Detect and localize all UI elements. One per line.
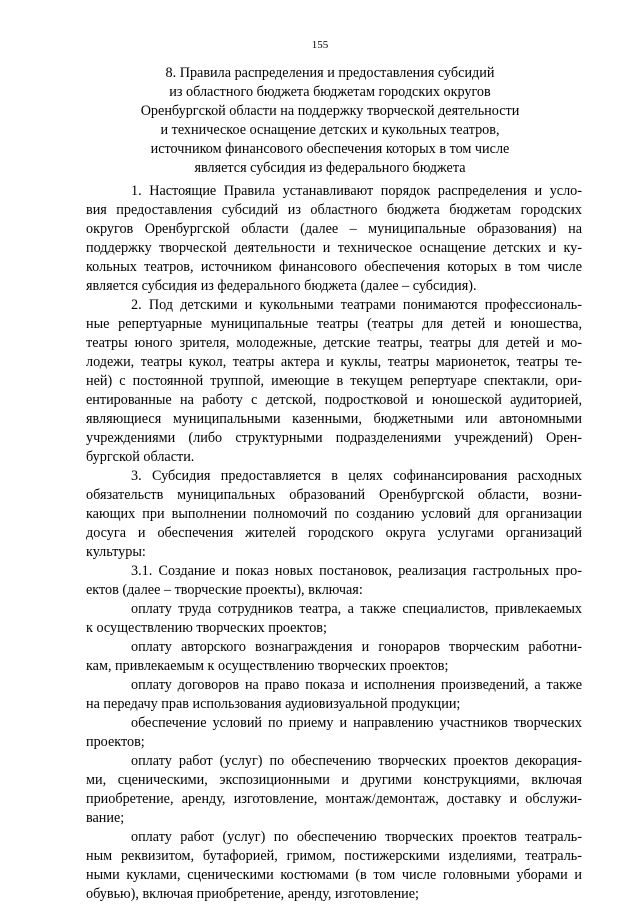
paragraph-line: 3.1. Создание и показ новых постановок, реализация гастрольных про-: [131, 563, 582, 579]
paragraph-line: 2. Под детскими и кукольными театрами понимаются профессиональ-: [131, 297, 582, 313]
paragraph: [86, 182, 582, 296]
paragraph-line: на передачу прав использования аудиовизуальной продукции;: [86, 696, 461, 712]
paragraph-line: обувью), включая приобретение, аренду, изготовление;: [86, 886, 419, 902]
title-line: является субсидия из федерального бюджета: [194, 160, 466, 176]
paragraph-line: досуга и обеспечения жителей городского округа услугами организаций: [86, 525, 582, 541]
paragraph-line: оплату работ (услуг) по обеспечению творческих проектов театраль-: [131, 829, 582, 845]
paragraph-line: проектов;: [86, 734, 145, 750]
title-line: из областного бюджета бюджетам городских округов: [169, 84, 491, 100]
paragraph-line: культуры:: [86, 544, 146, 560]
paragraph-line: является субсидия из федерального бюджета (далее – субсидия).: [86, 278, 477, 294]
paragraph-line: ней) с постоянной труппой, имеющие в текущем репертуаре спектакли, ори-: [86, 373, 582, 389]
paragraph-line: кам, привлекаемым к осуществлению творческих проектов;: [86, 658, 449, 674]
title-line: Оренбургской области на поддержку творческой деятельности: [140, 103, 520, 119]
paragraph-line: лодежи, театры кукол, театры актера и куклы, театры марионеток, театры те-: [86, 354, 582, 370]
paragraph-line: ные репертуарные муниципальные театры (театры для детей и юношества,: [86, 316, 582, 332]
document-title: [80, 64, 580, 178]
paragraph-line: обеспечение условий по приему и направлению участников творческих: [131, 715, 582, 731]
paragraph-line: ными куклами, сценическими костюмами (в том числе головными уборами и: [86, 867, 582, 883]
paragraph-line: оплату труда сотрудников театра, а также специалистов, привлекаемых: [131, 601, 582, 617]
paragraph: [86, 600, 582, 638]
paragraph: [86, 714, 582, 752]
title-line: 8. Правила распределения и предоставления субсидий: [165, 65, 495, 81]
paragraph: [86, 676, 582, 714]
paragraph-line: вание;: [86, 810, 125, 826]
paragraph-line: оплату авторского вознаграждения и гонораров творческим работни-: [131, 639, 582, 655]
title-line: и техническое оснащение детских и кукольных театров,: [160, 122, 500, 138]
paragraph-line: вия предоставления субсидий из областного бюджета бюджетам городских: [86, 202, 582, 218]
paragraph-line: обязательств муниципальных образований Оренбургской области, возни-: [86, 487, 582, 503]
paragraph: [86, 562, 582, 600]
paragraph-line: ми, сценическими, экспозиционными и другими конструкциями, включая: [86, 772, 582, 788]
title-line: источником финансового обеспечения которых в том числе: [150, 141, 510, 157]
paragraph: [86, 638, 582, 676]
document-body: [86, 182, 582, 904]
paragraph: [86, 828, 582, 904]
paragraph-line: приобретение, аренду, изготовление, монтаж/демонтаж, доставку и обслужи-: [86, 791, 582, 807]
paragraph-line: к осуществлению творческих проектов;: [86, 620, 327, 636]
paragraph-line: кающих при выполнении полномочий по созданию условий для организации: [86, 506, 582, 522]
paragraph-line: 1. Настоящие Правила устанавливают порядок распределения и усло-: [131, 183, 582, 199]
paragraph-line: кольных театров, источником финансового обеспечения которых в том числе: [86, 259, 582, 275]
paragraph-line: ектов (далее – творческие проекты), включая:: [86, 582, 363, 598]
paragraph-line: бургской области.: [86, 449, 195, 465]
paragraph-line: 3. Субсидия предоставляется в целях софинансирования расходных: [131, 468, 582, 484]
paragraph-line: оплату договоров на право показа и исполнения произведений, а также: [131, 677, 582, 693]
paragraph-line: являющиеся муниципальными казенными, бюджетными или автономными: [86, 411, 582, 427]
paragraph-line: ентированные на работу с детской, подростковой и юношеской аудиторией,: [86, 392, 582, 408]
paragraph-line: ным реквизитом, бутафорией, гримом, постижерскими изделиями, театраль-: [86, 848, 582, 864]
paragraph: [86, 296, 582, 467]
paragraph: [86, 467, 582, 562]
paragraph-line: оплату работ (услуг) по обеспечению творческих проектов декорация-: [131, 753, 582, 769]
paragraph-line: округов Оренбургской области (далее – муниципальные образования) на: [86, 221, 582, 237]
paragraph-line: театры юного зрителя, молодежные, детские театры, театры для детей и мо-: [86, 335, 582, 351]
paragraph: [86, 752, 582, 828]
paragraph-line: учреждениями (либо структурными подразделениями учреждений) Орен-: [86, 430, 582, 446]
page-number: 155: [311, 39, 329, 51]
paragraph-line: поддержку творческой деятельности и техническое оснащение детских и ку-: [86, 240, 582, 256]
